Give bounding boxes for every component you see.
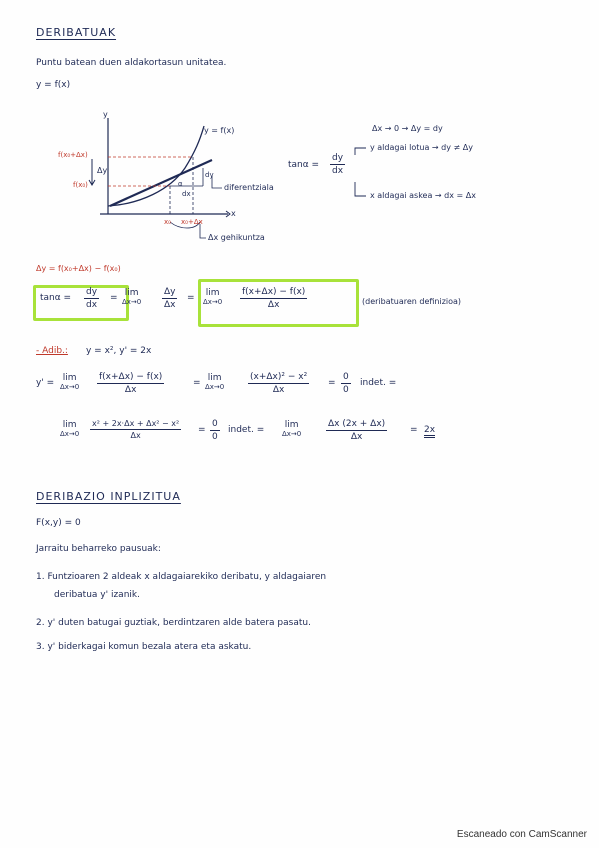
definition-fraction1 bbox=[84, 287, 99, 310]
graph-diferentziala: diferentziala bbox=[224, 183, 274, 192]
ex-row1-frac2 bbox=[248, 372, 309, 395]
definition-lim1 bbox=[122, 288, 141, 306]
ex-row1-den1: Δx bbox=[124, 385, 137, 395]
definition-tana: tanα = bbox=[40, 293, 72, 303]
tangent-lower-note: x aldagai askea → dx = Δx bbox=[370, 191, 476, 200]
definition-den3: Δx bbox=[267, 300, 280, 310]
ex-row2-num2: Δx (2x + Δx) bbox=[328, 419, 386, 429]
ex-row2-den1: Δx bbox=[130, 431, 141, 440]
ex-row1-den2: Δx bbox=[272, 385, 285, 395]
graph-x0-dx: x₀+Δx bbox=[181, 218, 203, 226]
ex-row2-zero-num: 0 bbox=[212, 419, 218, 429]
scanner-watermark: Escaneado con CamScanner bbox=[456, 829, 587, 840]
ex-row1-lim bbox=[60, 373, 79, 391]
graph-dx-gehikuntza: Δx gehikuntza bbox=[208, 233, 265, 242]
delta-y-definition: Δy = f(x₀+Δx) − f(x₀) bbox=[36, 264, 121, 273]
implicit-fxy: F(x,y) = 0 bbox=[36, 518, 81, 528]
ex-row2-eq2: = bbox=[410, 425, 418, 435]
graph-alpha: α bbox=[178, 180, 183, 188]
ex-row1-frac1 bbox=[97, 372, 164, 395]
tangent-upper-note: y aldagai lotua → dy ≠ Δy bbox=[370, 143, 473, 152]
ex-row2-result: 2x bbox=[424, 425, 435, 438]
ex-row2-lim2 bbox=[282, 420, 301, 438]
definition-lim1-sub: Δx→0 bbox=[122, 298, 142, 306]
ex-row1-indet: indet. = bbox=[360, 378, 397, 388]
ex-row2-indet: indet. = bbox=[228, 425, 265, 435]
definition-dx2: Δx bbox=[164, 300, 176, 310]
tangent-fraction bbox=[330, 153, 345, 176]
ex-row2-lim2-sub: Δx→0 bbox=[282, 430, 302, 438]
definition-eq2: = bbox=[187, 293, 195, 303]
definition-fraction3 bbox=[240, 287, 307, 310]
definition-dx: dx bbox=[86, 300, 98, 310]
ex-row2-num1: x² + 2x·Δx + Δx² − x² bbox=[92, 419, 180, 428]
ex-row2-lim2-text: lim bbox=[284, 420, 299, 430]
ex-row1-lim-text: lim bbox=[62, 373, 77, 383]
ex-row2-den2: Δx bbox=[350, 432, 363, 442]
definition-note: (deribatuaren definizioa) bbox=[362, 297, 462, 306]
definition-lim2-text: lim bbox=[205, 288, 220, 298]
ex-row2-frac2 bbox=[326, 419, 387, 442]
ex-row1-num2: (x+Δx)² − x² bbox=[250, 372, 308, 382]
ex-row2-lim-text: lim bbox=[62, 420, 77, 430]
example-label: - Adib.: bbox=[36, 346, 68, 356]
ex-row1-zero-den: 0 bbox=[343, 385, 349, 395]
section-title-deribazio-inplizitua: DERIBAZIO INPLIZITUA bbox=[36, 490, 181, 503]
function-label: y = f(x) bbox=[36, 80, 71, 90]
highlight-box-left bbox=[33, 285, 129, 321]
graph-curve-label: y = f(x) bbox=[204, 126, 235, 135]
definition-eq1: = bbox=[110, 293, 118, 303]
steps-intro: Jarraitu beharreko pausuak: bbox=[36, 544, 161, 554]
tangent-line bbox=[110, 160, 212, 206]
ex-row2-frac1 bbox=[90, 419, 181, 440]
definition-fraction2 bbox=[162, 287, 177, 310]
graph-delta-y: Δy bbox=[97, 166, 108, 175]
step-1b: deribatua y' izanik. bbox=[54, 590, 140, 600]
graph-x0: x₀ bbox=[164, 218, 171, 226]
ex-row2-eq1: = bbox=[198, 425, 206, 435]
definition-num3: f(x+Δx) − f(x) bbox=[242, 287, 306, 297]
section-title-deribatuak: DERIBATUAK bbox=[36, 26, 117, 39]
subtitle: Puntu batean duen aldakortasun unitatea. bbox=[36, 58, 227, 68]
ex-row1-eq1: = bbox=[193, 378, 201, 388]
definition-dy2: Δy bbox=[164, 287, 176, 297]
definition-lim1-text: lim bbox=[124, 288, 139, 298]
step-3: 3. y' biderkagai komun bezala atera eta askatu. bbox=[36, 642, 252, 652]
ex-row1-lim2 bbox=[205, 373, 224, 391]
ex-row1-lim-sub: Δx→0 bbox=[60, 383, 80, 391]
tangent-tana: tanα = bbox=[288, 160, 320, 170]
ex-row1-zero bbox=[341, 372, 351, 395]
graph-dx: dx bbox=[182, 190, 191, 198]
graph-f-x0-dx: f(x₀+Δx) bbox=[58, 151, 88, 159]
step-1a: 1. Funtzioaren 2 aldeak x aldagaiarekiko deribatu, y aldagaiaren bbox=[36, 572, 327, 582]
ex-row1-yprime: y' = bbox=[36, 378, 55, 388]
ex-row1-zero-num: 0 bbox=[343, 372, 349, 382]
tangent-den: dx bbox=[332, 166, 344, 176]
graph-f-x0: f(x₀) bbox=[73, 181, 88, 189]
graph-x-label: x bbox=[231, 209, 236, 218]
tangent-top-line: Δx → 0 → Δy = dy bbox=[372, 124, 443, 133]
definition-lim2 bbox=[203, 288, 222, 306]
ex-row2-lim bbox=[60, 420, 79, 438]
tangent-num: dy bbox=[332, 153, 344, 163]
ex-row2-lim-sub: Δx→0 bbox=[60, 430, 80, 438]
ex-row2-zero bbox=[210, 419, 220, 442]
definition-lim2-sub: Δx→0 bbox=[203, 298, 223, 306]
example-statement: y = x², y' = 2x bbox=[86, 346, 152, 356]
graph-dy: dy bbox=[205, 171, 214, 179]
ex-row1-lim2-sub: Δx→0 bbox=[205, 383, 225, 391]
ex-row1-lim2-text: lim bbox=[207, 373, 222, 383]
step-2: 2. y' duten batugai guztiak, berdintzaren alde batera pasatu. bbox=[36, 618, 311, 628]
graph-y-label: y bbox=[103, 110, 108, 119]
definition-dy: dy bbox=[86, 287, 98, 297]
ex-row1-eq2: = bbox=[328, 378, 336, 388]
ex-row1-num1: f(x+Δx) − f(x) bbox=[99, 372, 163, 382]
ex-row2-zero-den: 0 bbox=[212, 432, 218, 442]
